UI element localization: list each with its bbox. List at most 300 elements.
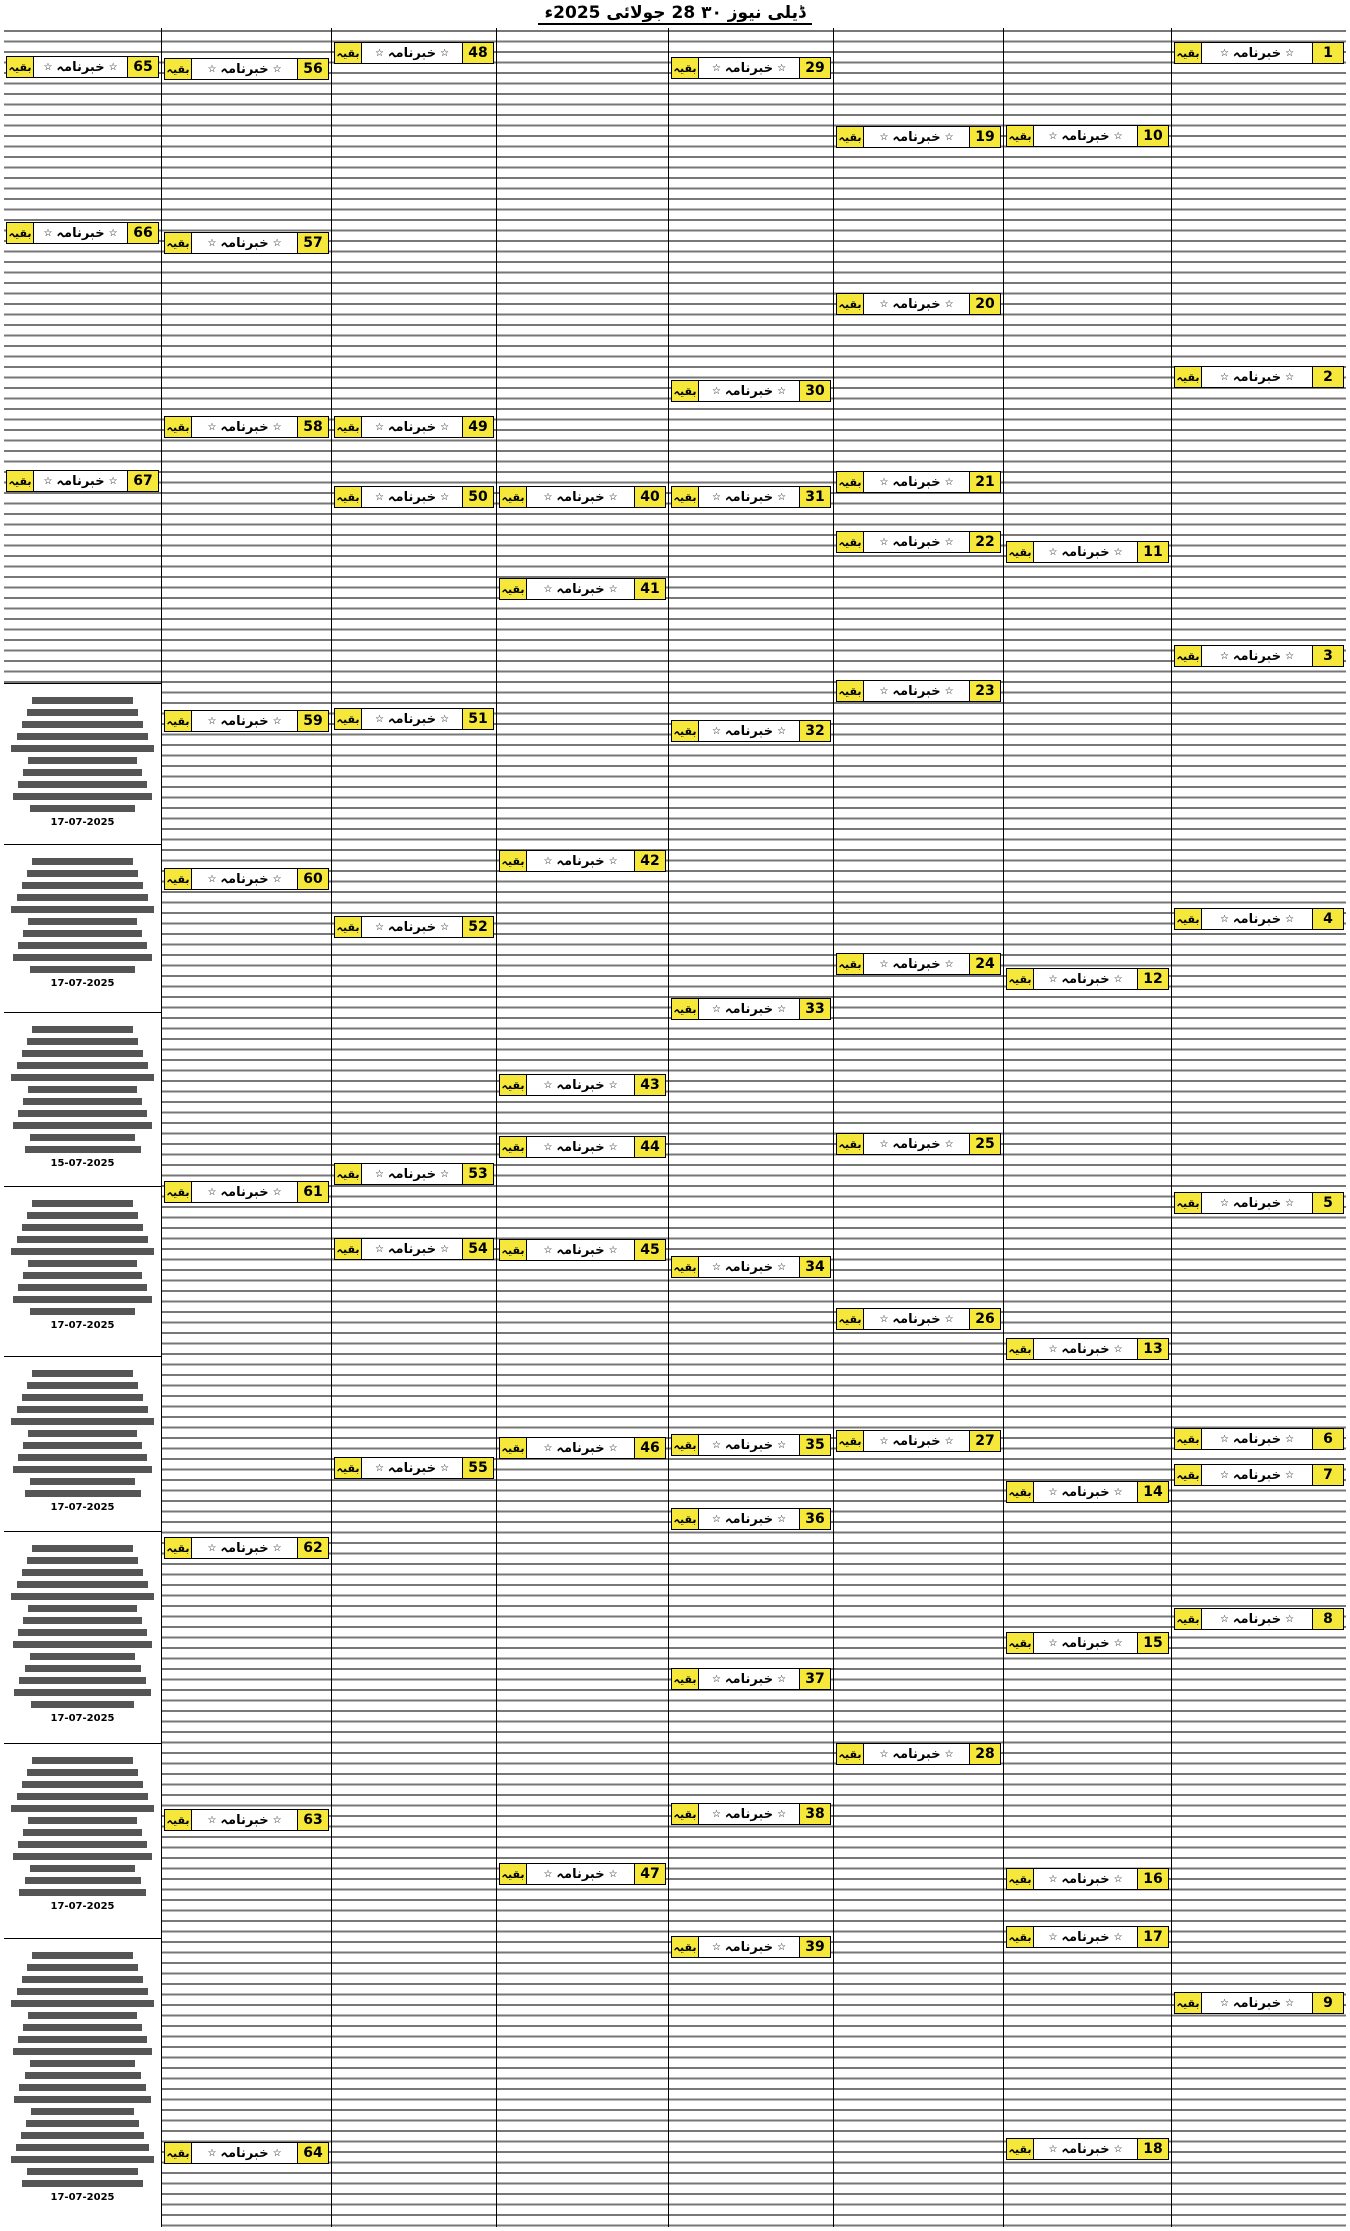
section-header <box>836 471 1001 493</box>
section-badge: بقیہ <box>672 487 699 507</box>
section-header <box>6 222 159 244</box>
text-line <box>21 2132 144 2139</box>
star-icon: ☆ <box>43 61 53 73</box>
section-title <box>864 294 969 314</box>
star-icon: ☆ <box>777 1003 787 1015</box>
text-line <box>17 1988 149 1995</box>
text-line <box>28 1260 137 1267</box>
section-title-text: خبرنامہ <box>724 1511 774 1527</box>
section-title <box>1034 1482 1137 1502</box>
section-badge: بقیہ <box>335 417 362 437</box>
text-line <box>17 894 149 901</box>
star-icon: ☆ <box>272 1814 282 1826</box>
section-badge: بقیہ <box>7 57 34 77</box>
text-line <box>26 2120 139 2127</box>
star-icon: ☆ <box>207 421 217 433</box>
section-title-text: خبرنامہ <box>724 723 774 739</box>
section-badge: بقیہ <box>672 1435 699 1455</box>
section-badge: بقیہ <box>165 1810 192 1830</box>
text-line <box>31 1701 134 1708</box>
section-header <box>836 1743 1001 1765</box>
section-badge: بقیہ <box>500 851 527 871</box>
section-badge: بقیہ <box>1007 1339 1034 1359</box>
text-line <box>25 1490 141 1497</box>
masthead-title: ڈیلی نیوز ۳۰ 28 جولائی 2025ء <box>538 3 811 25</box>
section-badge: بقیہ <box>1175 43 1202 63</box>
section-number: 61 <box>297 1182 328 1202</box>
section-badge: بقیہ <box>837 1431 864 1451</box>
star-icon: ☆ <box>272 237 282 249</box>
text-line <box>13 954 152 961</box>
section-title <box>362 917 462 937</box>
section-badge: بقیہ <box>672 1804 699 1824</box>
text-line <box>30 2060 136 2067</box>
star-icon: ☆ <box>879 1435 889 1447</box>
section-number: 3 <box>1312 646 1343 666</box>
text-line <box>17 1062 149 1069</box>
star-icon: ☆ <box>272 63 282 75</box>
section-header <box>334 416 494 438</box>
section-badge: بقیہ <box>1175 646 1202 666</box>
star-icon: ☆ <box>207 1186 217 1198</box>
section-header <box>6 470 159 492</box>
notice-date: 17-07-2025 <box>50 1713 115 1724</box>
text-line <box>28 1605 137 1612</box>
section-badge: بقیہ <box>837 1744 864 1764</box>
section-number: 9 <box>1312 1993 1343 2013</box>
section-badge: بقیہ <box>1175 909 1202 929</box>
section-header <box>1006 1632 1169 1654</box>
text-line <box>18 781 147 788</box>
section-number: 4 <box>1312 909 1343 929</box>
section-header <box>334 916 494 938</box>
section-header <box>671 1434 831 1456</box>
star-icon: ☆ <box>1113 1486 1123 1498</box>
section-title <box>864 681 969 701</box>
section-header <box>164 58 329 80</box>
text-line <box>32 697 134 704</box>
text-line <box>13 1466 152 1473</box>
section-number: 41 <box>634 579 665 599</box>
section-number: 6 <box>1312 1429 1343 1449</box>
star-icon: ☆ <box>1113 973 1123 985</box>
section-number: 48 <box>462 43 493 63</box>
text-line <box>19 1889 145 1896</box>
section-title <box>699 1937 799 1957</box>
star-icon: ☆ <box>272 2147 282 2159</box>
section-header <box>1006 1926 1169 1948</box>
section-header <box>836 680 1001 702</box>
section-title <box>1034 1339 1137 1359</box>
star-icon: ☆ <box>879 476 889 488</box>
news-column <box>668 28 833 2227</box>
section-title <box>699 487 799 507</box>
text-line <box>14 1689 150 1696</box>
section-header <box>1174 1992 1344 2014</box>
section-number: 55 <box>462 1458 493 1478</box>
star-icon: ☆ <box>608 1141 618 1153</box>
star-icon: ☆ <box>711 1261 721 1273</box>
section-number: 38 <box>799 1804 830 1824</box>
section-title-text: خبرنامہ <box>724 1437 774 1453</box>
star-icon: ☆ <box>543 855 553 867</box>
section-number: 34 <box>799 1257 830 1277</box>
star-icon: ☆ <box>777 1673 787 1685</box>
star-icon: ☆ <box>543 1244 553 1256</box>
star-icon: ☆ <box>1048 2143 1058 2155</box>
section-badge: بقیہ <box>7 471 34 491</box>
section-header <box>334 708 494 730</box>
section-number: 1 <box>1312 43 1343 63</box>
section-header <box>499 1136 666 1158</box>
section-badge: بقیہ <box>500 1075 527 1095</box>
section-header <box>671 998 831 1020</box>
star-icon: ☆ <box>711 1673 721 1685</box>
text-line <box>22 2180 142 2187</box>
section-title <box>192 2143 297 2163</box>
star-icon: ☆ <box>1113 1931 1123 1943</box>
section-header <box>334 1457 494 1479</box>
section-number: 56 <box>297 59 328 79</box>
section-header <box>1174 366 1344 388</box>
notice-date: 17-07-2025 <box>50 2192 115 2203</box>
section-number: 50 <box>462 487 493 507</box>
text-line <box>19 1677 145 1684</box>
text-line <box>18 942 147 949</box>
text-line <box>19 2084 145 2091</box>
news-column <box>331 28 496 2227</box>
section-header <box>334 1163 494 1185</box>
star-icon: ☆ <box>608 1442 618 1454</box>
text-line <box>13 1296 152 1303</box>
star-icon: ☆ <box>777 385 787 397</box>
section-title <box>192 1182 297 1202</box>
star-icon: ☆ <box>374 921 384 933</box>
section-title <box>864 954 969 974</box>
star-icon: ☆ <box>543 491 553 503</box>
section-title-text: خبرنامہ <box>1061 1635 1110 1651</box>
section-title-text: خبرنامہ <box>387 1241 437 1257</box>
text-line <box>23 2024 142 2031</box>
section-title-text: خبرنامہ <box>1232 1195 1282 1211</box>
section-header <box>836 531 1001 553</box>
star-icon: ☆ <box>1048 1343 1058 1355</box>
news-column <box>1003 28 1171 2227</box>
star-icon: ☆ <box>711 1808 721 1820</box>
section-number: 29 <box>799 58 830 78</box>
section-badge: بقیہ <box>1007 1633 1034 1653</box>
star-icon: ☆ <box>440 421 450 433</box>
star-icon: ☆ <box>944 131 954 143</box>
section-header <box>671 720 831 742</box>
section-title <box>699 381 799 401</box>
section-title <box>1202 646 1312 666</box>
section-header <box>499 486 666 508</box>
section-number: 67 <box>127 471 158 491</box>
section-header <box>671 1936 831 1958</box>
text-line <box>11 1248 153 1255</box>
section-number: 15 <box>1137 1633 1168 1653</box>
text-line <box>27 1769 139 1776</box>
section-title <box>864 127 969 147</box>
section-title <box>527 487 634 507</box>
text-line <box>28 1086 137 1093</box>
section-number: 14 <box>1137 1482 1168 1502</box>
section-header <box>1006 1868 1169 1890</box>
text-line <box>28 1430 137 1437</box>
text-line <box>18 1454 147 1461</box>
section-title-text: خبرنامہ <box>1232 1467 1282 1483</box>
star-icon: ☆ <box>777 1439 787 1451</box>
text-line <box>11 2156 155 2163</box>
section-number: 30 <box>799 381 830 401</box>
text-line <box>32 1545 134 1552</box>
section-title <box>1202 909 1312 929</box>
section-number: 59 <box>297 711 328 731</box>
section-badge: بقیہ <box>837 954 864 974</box>
section-title <box>699 999 799 1019</box>
section-number: 54 <box>462 1239 493 1259</box>
section-title <box>362 487 462 507</box>
section-title <box>1202 1429 1312 1449</box>
text-line <box>23 1617 142 1624</box>
star-icon: ☆ <box>543 1079 553 1091</box>
section-title <box>362 417 462 437</box>
star-icon: ☆ <box>440 1168 450 1180</box>
star-icon: ☆ <box>1113 2143 1123 2155</box>
section-badge: بقیہ <box>500 1864 527 1884</box>
star-icon: ☆ <box>1285 1997 1295 2009</box>
news-column <box>496 28 668 2227</box>
section-header <box>499 1239 666 1261</box>
section-title <box>699 58 799 78</box>
section-header <box>1006 125 1169 147</box>
section-title-text: خبرنامہ <box>387 711 437 727</box>
section-badge: بقیہ <box>165 711 192 731</box>
star-icon: ☆ <box>711 725 721 737</box>
section-badge: بقیہ <box>335 487 362 507</box>
legal-notice <box>4 844 161 1012</box>
star-icon: ☆ <box>1113 1343 1123 1355</box>
notice-date: 17-07-2025 <box>50 1320 115 1331</box>
star-icon: ☆ <box>777 62 787 74</box>
section-title-text: خبرنامہ <box>387 489 437 505</box>
section-title-text: خبرنامہ <box>556 1077 605 1093</box>
section-number: 42 <box>634 851 665 871</box>
star-icon: ☆ <box>1285 913 1295 925</box>
section-number: 24 <box>969 954 1000 974</box>
section-badge: بقیہ <box>837 294 864 314</box>
section-title-text: خبرنامہ <box>220 1812 269 1828</box>
section-badge: بقیہ <box>165 233 192 253</box>
section-title <box>192 869 297 889</box>
star-icon: ☆ <box>1048 1486 1058 1498</box>
star-icon: ☆ <box>374 1168 384 1180</box>
text-line <box>27 870 139 877</box>
newspaper-columns <box>4 28 1346 2227</box>
star-icon: ☆ <box>879 131 889 143</box>
section-header <box>1174 1192 1344 1214</box>
section-title-text: خبرنامہ <box>1061 544 1110 560</box>
star-icon: ☆ <box>374 713 384 725</box>
text-line <box>18 2036 147 2043</box>
section-title-text: خبرنامہ <box>1232 648 1282 664</box>
section-title-text: خبرنامہ <box>556 1139 605 1155</box>
section-number: 47 <box>634 1864 665 1884</box>
section-number: 35 <box>799 1435 830 1455</box>
section-title <box>699 1435 799 1455</box>
text-line <box>28 1817 137 1824</box>
section-number: 40 <box>634 487 665 507</box>
section-title-text: خبرنامہ <box>1061 1871 1110 1887</box>
star-icon: ☆ <box>711 385 721 397</box>
section-badge: بقیہ <box>1007 542 1034 562</box>
star-icon: ☆ <box>944 1435 954 1447</box>
section-number: 63 <box>297 1810 328 1830</box>
section-header <box>334 486 494 508</box>
section-number: 22 <box>969 532 1000 552</box>
star-icon: ☆ <box>1285 1197 1295 1209</box>
star-icon: ☆ <box>1113 130 1123 142</box>
section-number: 21 <box>969 472 1000 492</box>
star-icon: ☆ <box>944 958 954 970</box>
star-icon: ☆ <box>879 1138 889 1150</box>
star-icon: ☆ <box>879 536 889 548</box>
section-title-text: خبرنامہ <box>724 1259 774 1275</box>
star-icon: ☆ <box>711 1513 721 1525</box>
section-title <box>1202 1465 1312 1485</box>
text-line <box>13 1853 152 1860</box>
text-line <box>23 1442 142 1449</box>
star-icon: ☆ <box>777 1941 787 1953</box>
text-line <box>32 1757 134 1764</box>
section-title-text: خبرنامہ <box>387 919 437 935</box>
section-number: 65 <box>127 57 158 77</box>
section-number: 36 <box>799 1509 830 1529</box>
section-title-text: خبرنامہ <box>387 419 437 435</box>
section-number: 52 <box>462 917 493 937</box>
section-title-text: خبرنامہ <box>892 956 941 972</box>
section-title-text: خبرنامہ <box>56 473 105 489</box>
section-badge: بقیہ <box>837 127 864 147</box>
section-title <box>362 1458 462 1478</box>
section-badge: بقیہ <box>837 532 864 552</box>
section-title-text: خبرنامہ <box>556 1866 605 1882</box>
section-badge: بقیہ <box>165 869 192 889</box>
star-icon: ☆ <box>1048 1873 1058 1885</box>
legal-notice <box>4 1743 161 1938</box>
section-header <box>1174 1428 1344 1450</box>
section-title <box>34 57 127 77</box>
section-number: 23 <box>969 681 1000 701</box>
section-header <box>836 126 1001 148</box>
section-title <box>362 709 462 729</box>
text-line <box>30 1653 136 1660</box>
section-header <box>1006 541 1169 563</box>
section-header <box>164 868 329 890</box>
section-badge: بقیہ <box>1175 1429 1202 1449</box>
notice-date: 15-07-2025 <box>50 1158 115 1169</box>
section-number: 33 <box>799 999 830 1019</box>
text-line <box>17 1793 149 1800</box>
section-badge: بقیہ <box>335 1164 362 1184</box>
section-header <box>671 486 831 508</box>
section-title-text: خبرنامہ <box>220 419 269 435</box>
star-icon: ☆ <box>543 1442 553 1454</box>
text-line <box>11 906 153 913</box>
text-line <box>32 1370 134 1377</box>
star-icon: ☆ <box>944 1313 954 1325</box>
section-number: 37 <box>799 1669 830 1689</box>
star-icon: ☆ <box>1048 130 1058 142</box>
section-number: 20 <box>969 294 1000 314</box>
section-title-text: خبرنامہ <box>724 1671 774 1687</box>
text-line <box>30 1134 136 1141</box>
section-title <box>864 1309 969 1329</box>
section-title-text: خبرنامہ <box>724 383 774 399</box>
section-header <box>1174 1464 1344 1486</box>
star-icon: ☆ <box>1219 1997 1229 2009</box>
star-icon: ☆ <box>608 583 618 595</box>
text-line <box>11 1074 153 1081</box>
section-header <box>164 710 329 732</box>
text-line <box>32 1026 134 1033</box>
text-line <box>30 805 136 812</box>
section-title-text: خبرنامہ <box>220 1540 269 1556</box>
section-title-text: خبرنامہ <box>556 581 605 597</box>
star-icon: ☆ <box>374 491 384 503</box>
section-badge: بقیہ <box>672 381 699 401</box>
section-title-text: خبرنامہ <box>220 871 269 887</box>
section-title-text: خبرنامہ <box>1232 1995 1282 2011</box>
text-line <box>28 2012 137 2019</box>
star-icon: ☆ <box>108 475 118 487</box>
section-number: 39 <box>799 1937 830 1957</box>
section-title-text: خبرنامہ <box>220 61 269 77</box>
star-icon: ☆ <box>1219 47 1229 59</box>
star-icon: ☆ <box>879 298 889 310</box>
section-title-text: خبرنامہ <box>892 1433 941 1449</box>
section-number: 43 <box>634 1075 665 1095</box>
section-badge: بقیہ <box>1007 969 1034 989</box>
star-icon: ☆ <box>608 1868 618 1880</box>
section-badge: بقیہ <box>335 43 362 63</box>
star-icon: ☆ <box>543 1141 553 1153</box>
section-title-text: خبرنامہ <box>1232 45 1282 61</box>
text-line <box>28 757 137 764</box>
text-line <box>30 1478 136 1485</box>
section-badge: بقیہ <box>500 1438 527 1458</box>
star-icon: ☆ <box>272 873 282 885</box>
section-title-text: خبرنامہ <box>724 1806 774 1822</box>
section-badge: بقیہ <box>1175 1609 1202 1629</box>
section-number: 28 <box>969 1744 1000 1764</box>
section-title <box>864 1744 969 1764</box>
star-icon: ☆ <box>43 475 53 487</box>
text-line <box>27 1038 139 1045</box>
section-title-text: خبرنامہ <box>892 129 941 145</box>
section-badge: بقیہ <box>500 1137 527 1157</box>
notice-date: 17-07-2025 <box>50 1901 115 1912</box>
section-title-text: خبرنامہ <box>1232 1611 1282 1627</box>
text-line <box>23 1829 142 1836</box>
section-title-text: خبرنامہ <box>892 296 941 312</box>
star-icon: ☆ <box>1285 1613 1295 1625</box>
star-icon: ☆ <box>777 491 787 503</box>
star-icon: ☆ <box>879 685 889 697</box>
star-icon: ☆ <box>374 1243 384 1255</box>
section-badge: بقیہ <box>672 999 699 1019</box>
